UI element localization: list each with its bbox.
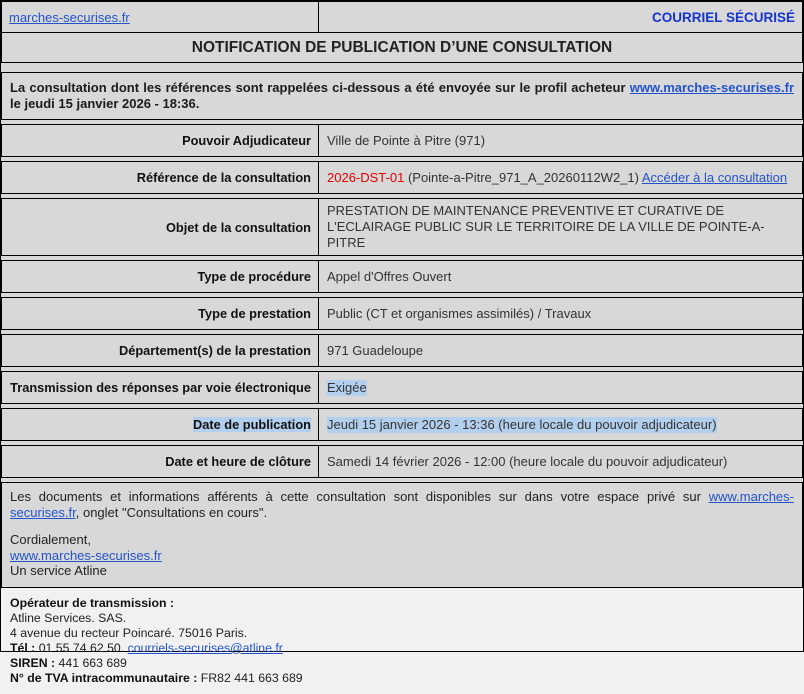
tel-value: 01 55 74 62 50. (35, 640, 128, 655)
row-value (319, 298, 802, 329)
footer-text-after: , onglet "Consultations en cours". (75, 504, 268, 520)
closing-service-text: Un service Atline (10, 563, 107, 578)
consultation-table (1, 124, 803, 478)
table-row (1, 198, 803, 256)
row-label: Transmission des réponses par voie électronique (2, 372, 319, 403)
reference-suffix: (Pointe-a-Pitre_971_A_20260112W2_1) (404, 169, 642, 185)
row-label (2, 409, 319, 440)
date-publication-label: Date de publication (192, 417, 311, 432)
operator-tel-line (10, 641, 794, 656)
footer-box (1, 482, 803, 588)
closing-text: Cordialement, (10, 532, 91, 547)
row-label: Objet de la consultation (2, 199, 319, 255)
transmission-value: Exigée (327, 379, 367, 395)
operator-tva-line (10, 671, 794, 686)
pouvoir-adjudicateur-value: Ville de Pointe à Pitre (971) (327, 132, 486, 148)
table-row (1, 371, 803, 404)
row-label: Référence de la consultation (2, 162, 319, 193)
header-cell-left (2, 2, 319, 32)
table-row (1, 124, 803, 157)
table-row (1, 445, 803, 478)
type-prestation-value: Public (CT et organismes assimilés) / Travaux (327, 305, 592, 321)
documents-paragraph (10, 489, 794, 520)
row-value (319, 335, 802, 366)
type-procedure-value: Appel d'Offres Ouvert (327, 268, 452, 284)
tva-label: N° de TVA intracommunautaire : (10, 670, 198, 685)
access-consultation-link[interactable]: Accéder à la consultation (641, 169, 788, 185)
row-value (319, 372, 802, 403)
footer-site-link[interactable]: www.marches-securises.fr (10, 489, 794, 520)
secure-badge: COURRIEL SÉCURISÉ (651, 9, 795, 25)
row-value (319, 261, 802, 292)
intro-site-link[interactable]: www.marches-securises.fr (629, 80, 794, 95)
siren-value: 441 663 689 (55, 655, 127, 670)
tel-label: Tél : (10, 640, 36, 655)
date-cloture-value: Samedi 14 février 2026 - 12:00 (heure locale du pouvoir adjudicateur) (327, 453, 728, 469)
objet-value: PRESTATION DE MAINTENANCE PREVENTIVE ET CURATIVE DE L'ECLAIRAGE PUBLIC SUR LE TERRITOIRE DE LA VILLE DE POINTE-A-PITRE (327, 203, 765, 250)
closing-site-link[interactable]: www.marches-securises.fr (10, 547, 162, 563)
table-row (1, 260, 803, 293)
table-row (1, 161, 803, 194)
tva-value: FR82 441 663 689 (197, 670, 303, 685)
page-title: NOTIFICATION DE PUBLICATION D’UNE CONSULTATION (2, 32, 802, 62)
operator-siren-line (10, 656, 794, 671)
row-value (319, 125, 802, 156)
siren-label: SIREN : (10, 655, 56, 670)
header-site-link[interactable]: marches-securises.fr (9, 9, 130, 25)
row-label: Date et heure de clôture (2, 446, 319, 477)
table-row (1, 408, 803, 441)
row-value (319, 446, 802, 477)
date-publication-value: Jeudi 15 janvier 2026 - 13:36 (heure locale du pouvoir adjudicateur) (327, 416, 717, 432)
row-value (319, 409, 802, 440)
row-label: Département(s) de la prestation (2, 335, 319, 366)
header-box (1, 1, 803, 63)
intro-paragraph (1, 72, 803, 120)
reference-value: 2026-DST-01 (327, 169, 405, 185)
operator-company: Atline Services. SAS. (10, 610, 127, 625)
row-value (319, 162, 802, 193)
intro-text-before: La consultation dont les références sont rappelées ci-dessous a été envoyée sur le profil acheteur (10, 80, 630, 95)
row-label: Pouvoir Adjudicateur (2, 125, 319, 156)
table-row (1, 334, 803, 367)
departement-value: 971 Guadeloupe (327, 342, 424, 358)
operator-address: 4 avenue du recteur Poincaré. 75016 Paris. (10, 625, 248, 640)
table-row (1, 297, 803, 330)
operator-block (1, 588, 803, 694)
header-row (2, 2, 802, 32)
main-content (1, 1, 803, 588)
footer-text-before: Les documents et informations afférents à cette consultation sont disponibles sur dans votre espace privé sur (10, 489, 709, 504)
row-label: Type de procédure (2, 261, 319, 292)
blank-line (10, 520, 794, 532)
row-label: Type de prestation (2, 298, 319, 329)
operator-title: Opérateur de transmission : (10, 595, 175, 610)
email-link[interactable]: courriels-securises@atline.fr (127, 640, 283, 655)
intro-text-after: le jeudi 15 janvier 2026 - 18:36. (10, 96, 200, 111)
row-value (319, 199, 802, 255)
